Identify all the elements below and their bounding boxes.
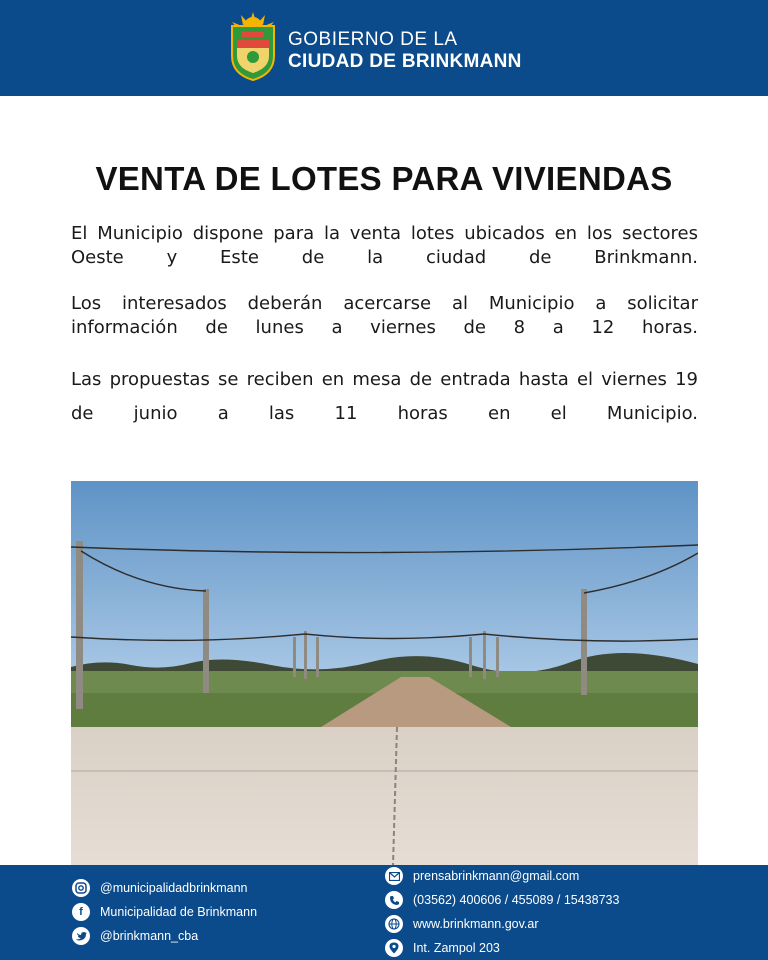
footer-banner: [0, 865, 768, 960]
contact-email[interactable]: [385, 867, 579, 885]
lots-landscape-illustration: [71, 481, 698, 865]
social-facebook[interactable]: [72, 903, 257, 921]
email-icon: [385, 867, 403, 885]
website-url: www.brinkmann.gov.ar: [413, 917, 539, 931]
twitter-handle: @brinkmann_cba: [100, 929, 199, 943]
phone-numbers: (03562) 400606 / 455089 / 15438733: [413, 893, 620, 907]
paragraph-lots-location: El Municipio dispone para la venta lotes ubicados en los sectores Oeste y Este de la ciudad de Brinkmann.: [71, 223, 698, 268]
web-icon: [385, 915, 403, 933]
government-line-1: GOBIERNO DE LA: [288, 29, 458, 50]
header-banner: [0, 0, 768, 96]
social-twitter[interactable]: [72, 927, 198, 945]
page-title: VENTA DE LOTES PARA VIVIENDAS: [95, 160, 673, 197]
instagram-icon: [72, 879, 90, 897]
facebook-icon: f: [72, 903, 90, 921]
social-instagram[interactable]: [72, 879, 248, 897]
lots-photo: [71, 481, 698, 865]
email-address: prensabrinkmann@gmail.com: [413, 869, 580, 883]
street-address: Int. Zampol 203: [413, 941, 500, 955]
facebook-page: Municipalidad de Brinkmann: [100, 905, 258, 919]
contact-phone[interactable]: [385, 891, 619, 909]
city-crest-logo: [228, 12, 278, 82]
phone-icon: [385, 891, 403, 909]
paragraph-information-hours: Los interesados deberán acercarse al Municipio a solicitar información de lunes a viernes de 8 a 12 horas.: [71, 293, 698, 338]
contact-address[interactable]: [385, 939, 500, 957]
government-name: [288, 29, 522, 73]
contact-website[interactable]: [385, 915, 539, 933]
twitter-icon: [72, 927, 90, 945]
paragraph-proposal-deadline: Las propuestas se reciben en mesa de entrada hasta el viernes 19 de junio a las 11 horas en el Municipio.: [71, 369, 698, 424]
location-icon: [385, 939, 403, 957]
instagram-handle: @municipalidadbrinkmann: [100, 881, 248, 895]
government-line-2: CIUDAD DE BRINKMANN: [288, 50, 522, 72]
